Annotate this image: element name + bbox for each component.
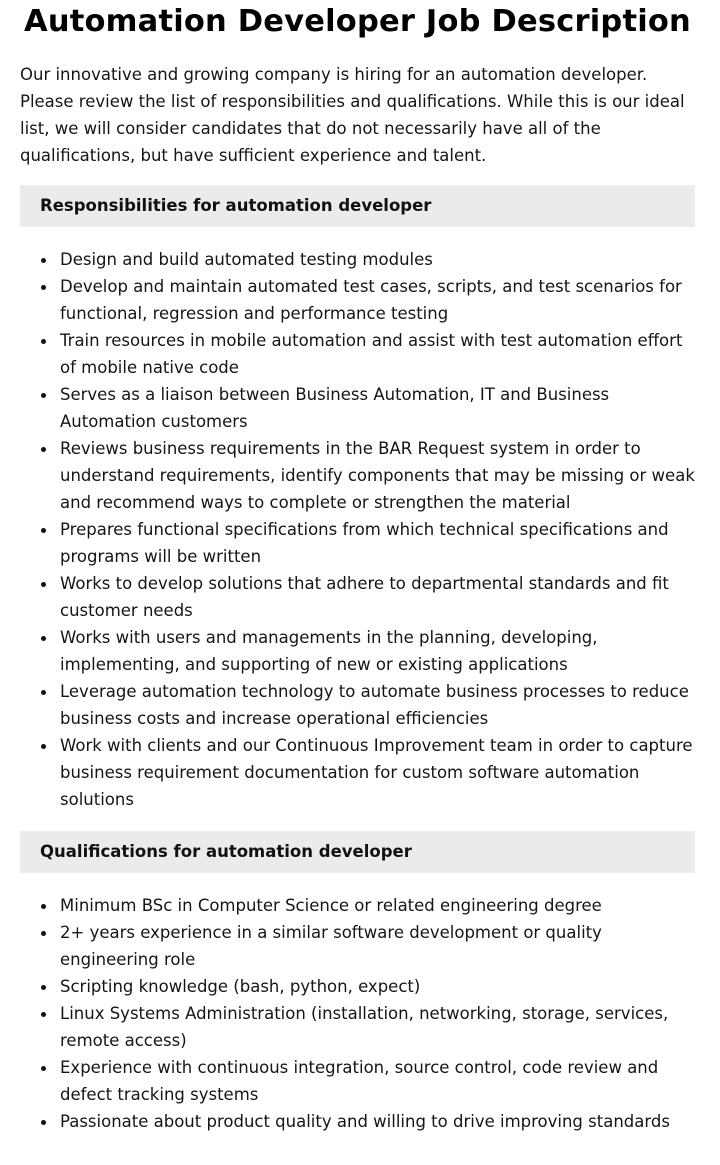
responsibility-item: Train resources in mobile automation and assist with test automation effort of mobile native code [60,327,695,381]
qualification-item: 2+ years experience in a similar software development or quality engineering role [60,919,696,973]
qualifications-list [20,873,695,1135]
responsibility-item: Work with clients and our Continuous Improvement team in order to capture business requirement documentation for custom software automation solutions [60,732,695,813]
qualifications-heading: Qualifications for automation developer [20,831,695,873]
qualification-item: Scripting knowledge (bash, python, expect) [60,973,696,1000]
responsibility-item: Design and build automated testing modules [60,246,695,273]
responsibility-item: Prepares functional specifications from which technical specifications and programs will be written [60,516,695,570]
responsibility-item: Works to develop solutions that adhere to departmental standards and fit customer needs [60,570,695,624]
responsibility-item: Leverage automation technology to automate business processes to reduce business costs and increase operational efficiencies [60,678,695,732]
responsibility-item: Develop and maintain automated test cases, scripts, and test scenarios for functional, regression and performance testing [60,273,695,327]
responsibility-item: Serves as a liaison between Business Automation, IT and Business Automation customers [60,381,695,435]
qualification-item: Experience with continuous integration, source control, code review and defect tracking systems [60,1054,696,1108]
intro-paragraph: Our innovative and growing company is hiring for an automation developer. Please review the list of responsibilities and qualifications. While this is our ideal list, we will consider candidates that do not necessarily have all of the qualifications, but have sufficient experience and talent. [20,65,685,165]
responsibility-item: Works with users and managements in the planning, developing, implementing, and supporting of new or existing applications [60,624,695,678]
responsibilities-heading: Responsibilities for automation developer [20,185,695,227]
responsibility-item: Reviews business requirements in the BAR Request system in order to understand requirements, identify components that may be missing or weak and recommend ways to complete or strengthen the material [60,435,695,516]
qualification-item: Passionate about product quality and willing to drive improving standards [60,1108,696,1135]
qualification-item: Minimum BSc in Computer Science or related engineering degree [60,892,696,919]
qualification-item: Linux Systems Administration (installation, networking, storage, services, remote access) [60,1000,696,1054]
page-title: Automation Developer Job Description [24,4,691,39]
responsibilities-list [20,227,695,813]
